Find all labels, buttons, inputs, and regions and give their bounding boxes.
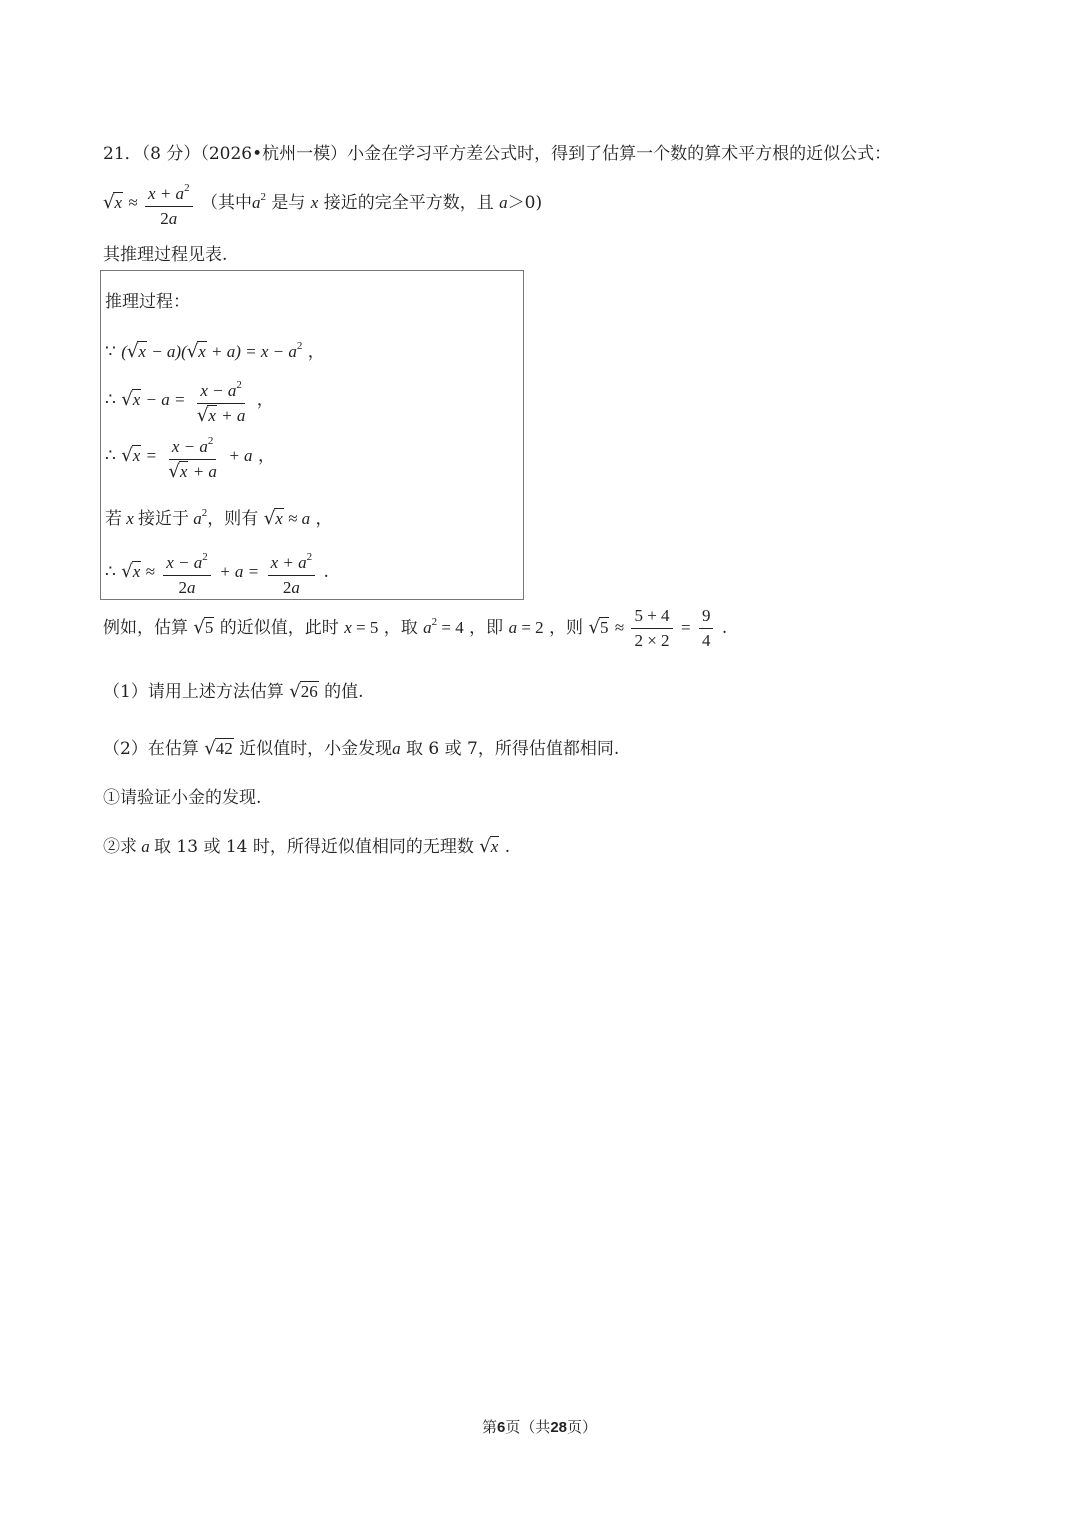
formula-note-pre: （其中 bbox=[200, 193, 252, 213]
question-1: （1）请用上述方法估算 √26 的值. bbox=[103, 681, 364, 702]
question-2: （2）在估算 √42 近似值时，小金发现a 取 6 或 7，所得估值都相同. bbox=[103, 738, 620, 759]
box-step-1: ∵ $(√x - a)(√x + a) = x - a^2$ ， bbox=[105, 340, 325, 362]
derivation-box bbox=[100, 270, 524, 600]
page-number: 6 bbox=[496, 1419, 506, 1436]
box-step-2: ∴ √x − a = $\frac{x - a^2}{√x + a}$ ， bbox=[105, 375, 274, 426]
page-footer: 第6页（共28页） bbox=[481, 1418, 598, 1436]
box-step-5: ∴ √x ≈ $\frac{x - a^2}{2a}$ + a = $\frac{x + a^2}{2a}$ . bbox=[105, 547, 329, 598]
question-2-part-2: ②求 a 取 13 或 14 时，所得近似值相同的无理数 √x . bbox=[103, 836, 511, 857]
formula-fraction: $\frac{x + a^2}{2a}$ bbox=[145, 178, 193, 229]
intro-text: 其推理过程见表. bbox=[103, 245, 228, 265]
question-2-part-1: ①请验证小金的发现. bbox=[103, 788, 262, 808]
box-title: 推理过程： bbox=[105, 292, 190, 312]
example-line: 例如，估算 √5 的近似值，此时 x = 5 ，取 $a^2 = 4$ ，即 a = 2 ，则 √5 ≈ $\frac{5 + 4}{2 \times 2}$ = $\frac{9}{4}$ . bbox=[103, 606, 728, 650]
box-step-4: 若 x 接近于 $a^2$，则有 √x ≈ a ， bbox=[105, 507, 333, 529]
box-step-3: ∴ √x = $\frac{x - a^2}{√x + a}$ + a ， bbox=[105, 431, 275, 482]
formula-note-mid1: 是与 bbox=[271, 193, 306, 213]
formula-line: √x ≈ $\frac{x + a^2}{2a}$ （其中$a^2$ 是与 x 接近的完全平方数，且 a＞0) bbox=[103, 178, 542, 229]
formula-note-post: ＞0) bbox=[507, 193, 543, 213]
formula-note-mid2: 接近的完全平方数，且 bbox=[323, 193, 494, 213]
problem-header: 21．（8 分）（2026•杭州一模）小金在学习平方差公式时，得到了估算一个数的算术平方根的近似公式： bbox=[103, 144, 892, 164]
sqrt-x: √x bbox=[103, 192, 123, 213]
page-total: 28 bbox=[550, 1419, 568, 1436]
